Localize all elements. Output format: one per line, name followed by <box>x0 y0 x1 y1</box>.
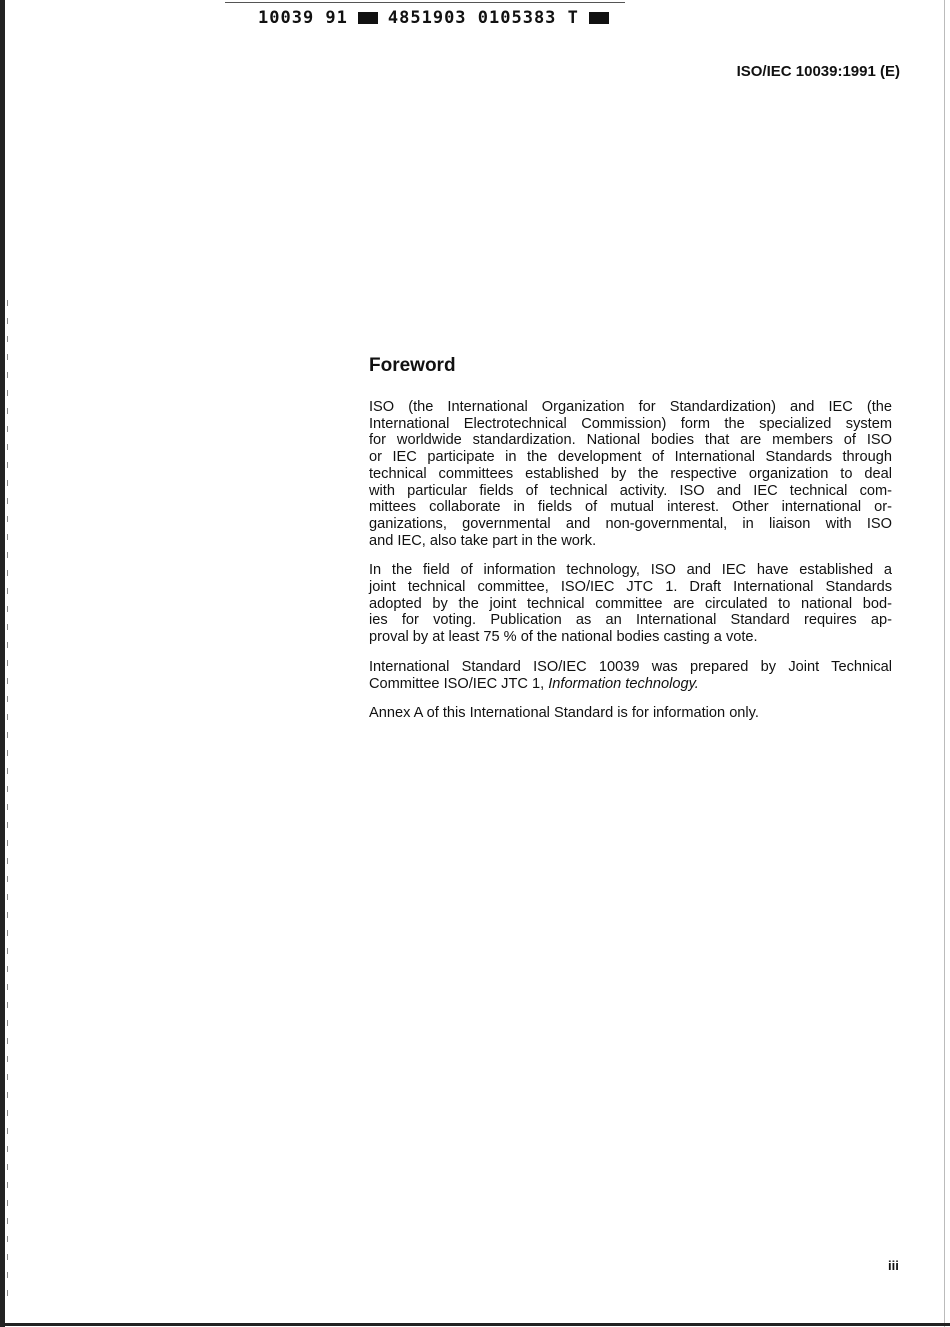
document-id: ISO/IEC 10039:1991 (E) <box>736 63 900 80</box>
header-code-part1: 10039 91 <box>258 8 348 28</box>
paragraph <box>369 659 892 692</box>
text-line: In the field of information technology, ISO and IEC have established a <box>369 562 892 579</box>
text-line <box>369 676 892 693</box>
scan-edge-bottom <box>0 1323 950 1326</box>
text-line: ganizations, governmental and non-governmental, in liaison with ISO <box>369 515 892 532</box>
text-line: adopted by the joint technical committee are circulated to national bod- <box>369 595 892 612</box>
paragraph <box>369 399 892 549</box>
text-line: International Standard ISO/IEC 10039 was prepared by Joint Technical <box>369 658 892 675</box>
scan-edge-right <box>944 0 945 1327</box>
text-line: joint technical committee, ISO/IEC JTC 1. Draft International Standards <box>369 579 892 596</box>
barcode-header <box>258 8 619 28</box>
text-line: or IEC participate in the development of International Standards through <box>369 449 892 466</box>
italic-title: Information technology. <box>548 675 699 692</box>
black-block <box>589 12 609 24</box>
paragraph <box>369 562 892 646</box>
paragraph <box>369 705 892 722</box>
text-line: for worldwide standardization. National bodies that are members of ISO <box>369 432 892 449</box>
black-block <box>358 12 378 24</box>
foreword-body <box>369 399 892 735</box>
text-line: with particular fields of technical activity. ISO and IEC technical com- <box>369 482 892 499</box>
text-line: ISO (the International Organization for Standardization) and IEC (the <box>369 399 892 415</box>
header-code-part2: 4851903 0105383 T <box>387 8 579 28</box>
text-line: Annex A of this International Standard is for information only. <box>369 705 759 722</box>
text-span: Committee ISO/IEC JTC 1, <box>369 675 549 692</box>
text-line: technical committees established by the respective organization to deal <box>369 465 892 482</box>
text-line: International Electrotechnical Commission) form the specialized system <box>369 415 892 432</box>
text-line: proval by at least 75 % of the national bodies casting a vote. <box>369 629 758 646</box>
page-number: iii <box>888 1258 899 1273</box>
text-line: and IEC, also take part in the work. <box>369 532 597 549</box>
text-line: ies for voting. Publication as an International Standard requires ap- <box>369 612 892 629</box>
scan-edge-left <box>0 0 5 1327</box>
scan-artifact <box>7 300 8 1300</box>
scan-edge-top <box>225 2 625 3</box>
text-line: mittees collaborate in fields of mutual interest. Other international or- <box>369 499 892 516</box>
page-title: Foreword <box>369 355 456 376</box>
